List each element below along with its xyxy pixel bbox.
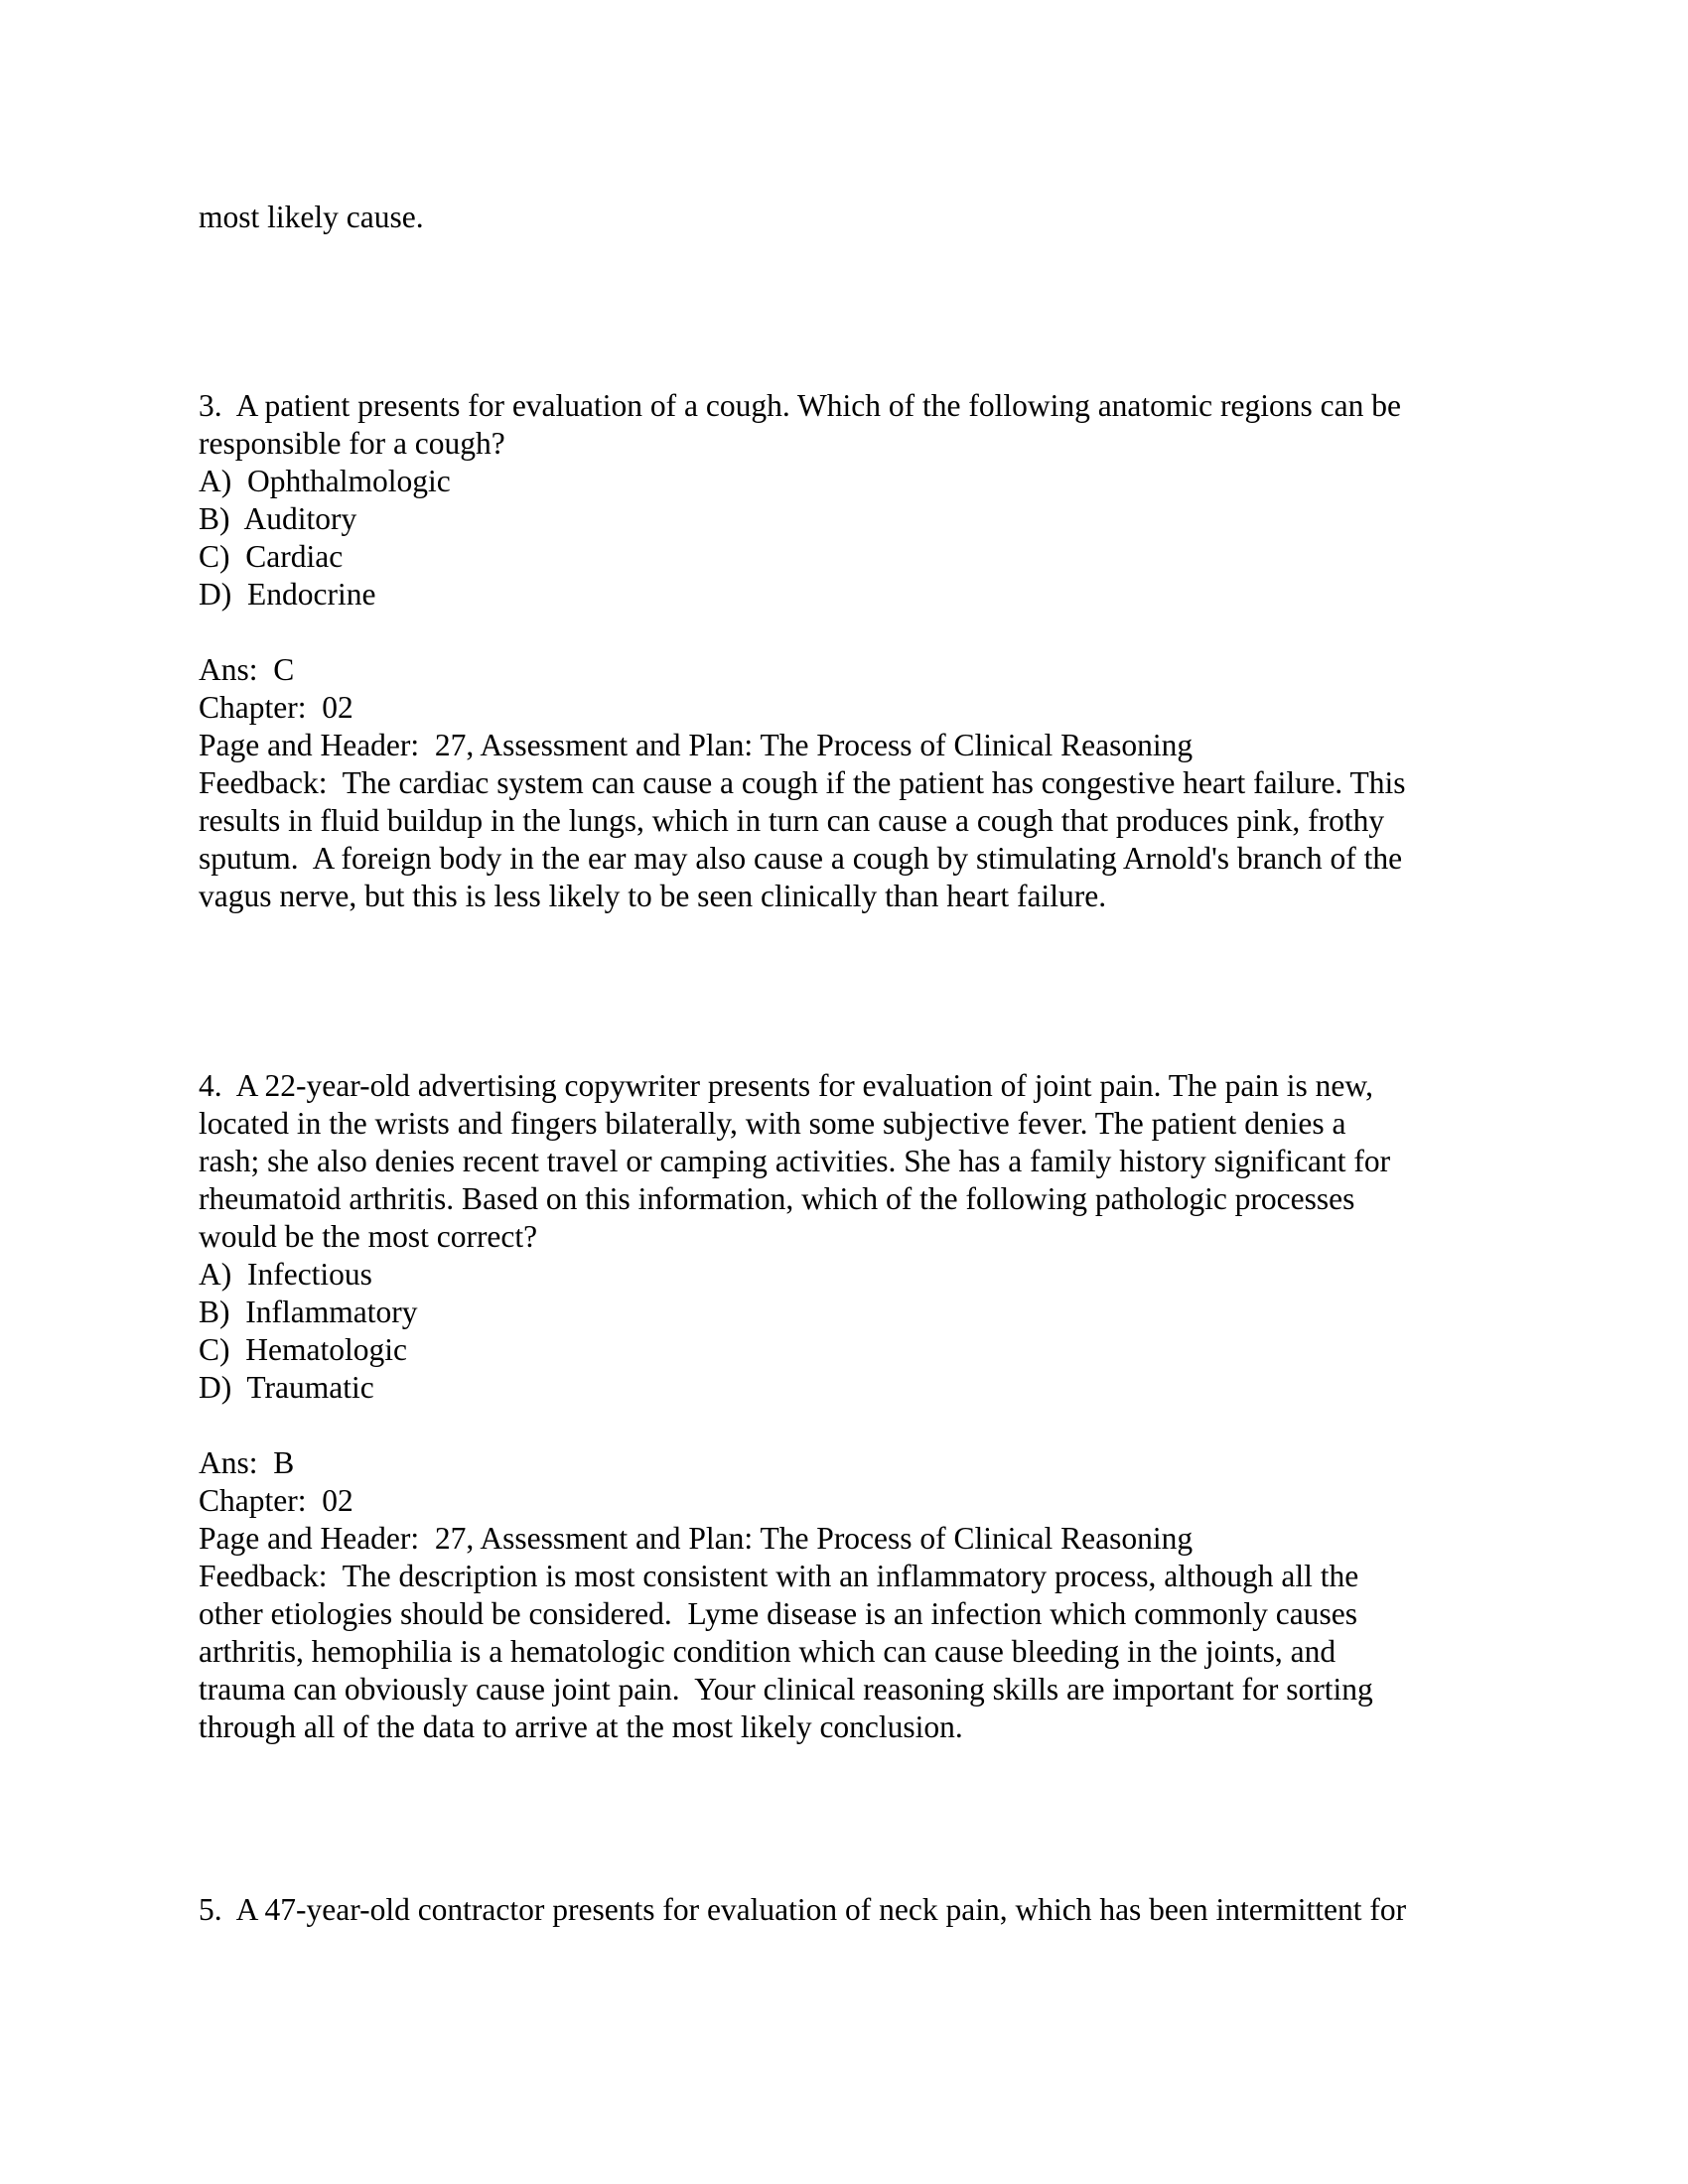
question-stem-line: would be the most correct? — [199, 1219, 538, 1254]
question-stem-line: responsible for a cough? — [199, 426, 505, 461]
answer-option-c: C) Cardiac — [199, 539, 344, 574]
answer-option-a: A) Ophthalmologic — [199, 464, 451, 498]
feedback-line: trauma can obviously cause joint pain. Your clinical reasoning skills are important for sorting — [199, 1672, 1373, 1706]
feedback-line: vagus nerve, but this is less likely to be seen clinically than heart failure. — [199, 879, 1107, 913]
feedback-line: other etiologies should be considered. Lyme disease is an infection which commonly causes — [199, 1596, 1357, 1631]
answer-option-d: D) Traumatic — [199, 1370, 374, 1405]
answer-option-d: D) Endocrine — [199, 577, 376, 612]
page-header-label: Page and Header: 27, Assessment and Plan: The Process of Clinical Reasoning — [199, 728, 1194, 762]
question-stem-line: rash; she also denies recent travel or camping activities. She has a family history significant for — [199, 1144, 1391, 1178]
question-stem-line: 3. A patient presents for evaluation of a cough. Which of the following anatomic regions can be — [199, 388, 1401, 423]
answer-option-c: C) Hematologic — [199, 1332, 407, 1367]
feedback-line: Feedback: The description is most consistent with an inflammatory process, although all the — [199, 1559, 1359, 1593]
answer-option-b: B) Auditory — [199, 501, 357, 536]
question-stem-line: rheumatoid arthritis. Based on this information, which of the following pathologic processes — [199, 1181, 1355, 1216]
question-4 — [199, 1067, 1489, 1746]
feedback-line: results in fluid buildup in the lungs, which in turn can cause a cough that produces pink, frothy — [199, 803, 1385, 838]
continuation-text — [199, 199, 1489, 236]
question-stem-line: 5. A 47-year-old contractor presents for evaluation of neck pain, which has been intermittent for — [199, 1892, 1407, 1927]
answer-option-b: B) Inflammatory — [199, 1295, 418, 1329]
question-stem-line: 4. A 22-year-old advertising copywriter presents for evaluation of joint pain. The pain is new, — [199, 1068, 1373, 1103]
answer-key: Ans: B — [199, 1445, 295, 1480]
answer-key: Ans: C — [199, 652, 295, 687]
feedback-line: arthritis, hemophilia is a hematologic condition which can cause bleeding in the joints, and — [199, 1634, 1336, 1669]
feedback-line: Feedback: The cardiac system can cause a cough if the patient has congestive heart failure. This — [199, 765, 1406, 800]
page-header-label: Page and Header: 27, Assessment and Plan: The Process of Clinical Reasoning — [199, 1521, 1194, 1556]
question-stem-line: located in the wrists and fingers bilaterally, with some subjective fever. The patient denies a — [199, 1106, 1346, 1141]
question-3 — [199, 387, 1489, 915]
feedback-line: sputum. A foreign body in the ear may also cause a cough by stimulating Arnold's branch of the — [199, 841, 1403, 876]
answer-option-a: A) Infectious — [199, 1257, 372, 1292]
continuation-line: most likely cause. — [199, 200, 424, 234]
feedback-line: through all of the data to arrive at the most likely conclusion. — [199, 1709, 963, 1744]
chapter-label: Chapter: 02 — [199, 690, 353, 725]
chapter-label: Chapter: 02 — [199, 1483, 353, 1518]
question-5 — [199, 1891, 1489, 1929]
